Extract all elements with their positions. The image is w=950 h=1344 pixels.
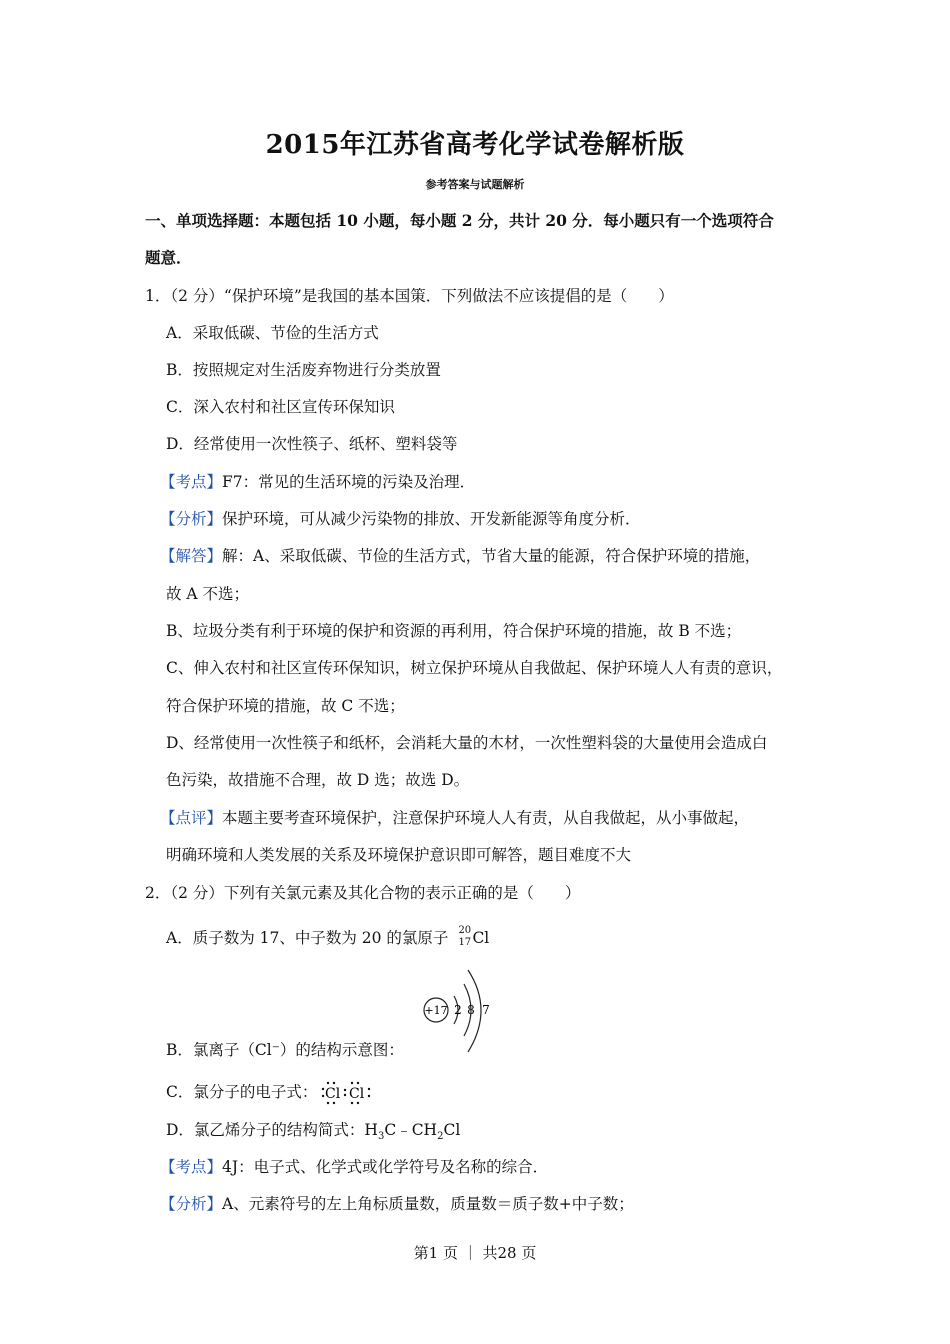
question-2-fenxi (160, 1194, 634, 1214)
question-2-option-d (166, 1120, 460, 1147)
fenxi-text: A、元素符号的左上角标质量数，质量数＝质子数+中子数； (222, 1195, 634, 1213)
question-1-option-a: A．采取低碳、节俭的生活方式 (166, 324, 379, 342)
mass-number: 20 (458, 925, 472, 936)
fenxi-tag: 【分析】 (160, 510, 223, 528)
question-1-dianping (160, 808, 749, 828)
jieda-text-2: 故 A 不选； (166, 585, 250, 603)
jieda-text-1: 解：A、采取低碳、节俭的生活方式，节省大量的能源，符合保护环境的措施， (222, 547, 761, 565)
shell-3-electrons: 7 (482, 1003, 490, 1017)
jieda-text-6: D、经常使用一次性筷子和纸杯，会消耗大量的木材，一次性塑料袋的大量使用会造成白 (166, 734, 768, 752)
option-d-end: Cl (443, 1121, 461, 1139)
option-d-mid: C﹣CH (384, 1121, 438, 1139)
question-1-option-c: C．深入农村和社区宣传环保知识 (166, 398, 395, 416)
atomic-number: 17 (458, 937, 472, 948)
jieda-text-4: C、伸入农村和社区宣传环保知识，树立保护环境从自我做起、保护环境人人有责的意识， (166, 659, 783, 677)
dianping-text-2: 明确环境和人类发展的关系及环境保护意识即可解答，题目难度不大 (166, 846, 632, 864)
lewis-structure (321, 1080, 377, 1106)
nuclide-notation (458, 925, 472, 949)
question-1-kaodian (160, 472, 475, 492)
question-2-option-c (166, 1080, 377, 1106)
option-c-text: C．氯分子的电子式： (166, 1083, 318, 1101)
question-1-option-d: D．经常使用一次性筷子、纸杯、塑料袋等 (166, 435, 458, 453)
document-title: 2015年江苏省高考化学试卷解析版 (265, 130, 685, 160)
question-2-kaodian (160, 1157, 548, 1177)
element-symbol: Cl (472, 929, 490, 947)
atom-structure-diagram (418, 960, 508, 1060)
section-heading-cont: 题意． (145, 248, 192, 267)
jieda-text-7: 色污染，故措施不合理，故 D 选；故选 D。 (166, 771, 470, 789)
question-1-fenxi (160, 509, 641, 529)
nucleus-label: +17 (424, 1004, 448, 1017)
question-1-option-b: B．按照规定对生活废弃物进行分类放置 (166, 361, 441, 379)
kaodian-text: F7：常见的生活环境的污染及治理． (222, 473, 476, 491)
question-2-option-b: B．氯离子（Cl⁻）的结构示意图： (166, 1041, 404, 1059)
question-2-stem: 2．（2 分）下列有关氯元素及其化合物的表示正确的是（ ） (145, 884, 581, 902)
jieda-text-5: 符合保护环境的措施，故 C 不选； (166, 697, 405, 715)
kaodian-tag: 【考点】 (160, 473, 223, 491)
subscript-2: 2 (437, 1131, 444, 1143)
question-1-stem: 1．（2 分）“保护环境”是我国的基本国策．下列做法不应该提倡的是（ ） (145, 287, 674, 305)
kaodian-text: 4J：电子式、化学式或化学符号及名称的综合． (222, 1158, 549, 1176)
jieda-text-3: B、垃圾分类有利于环境的保护和资源的再利用，符合保护环境的措施，故 B 不选； (166, 622, 742, 640)
shell-1-electrons: 2 (454, 1003, 462, 1017)
fenxi-tag: 【分析】 (160, 1195, 223, 1213)
lewis-cl-right: Cl (349, 1086, 365, 1102)
page-footer: 第1 页 ｜ 共28 页 (413, 1244, 537, 1262)
question-2-option-a (166, 925, 490, 949)
dianping-tag: 【点评】 (160, 809, 223, 827)
fenxi-text: 保护环境，可从减少污染物的排放、开发新能源等角度分析． (222, 510, 641, 528)
option-a-text: A．质子数为 17、中子数为 20 的氯原子 (166, 929, 449, 947)
lewis-cl-left: Cl (325, 1086, 341, 1102)
dianping-text-1: 本题主要考查环境保护，注意保护环境人人有责，从自我做起，从小事做起， (222, 809, 750, 827)
option-d-text: D．氯乙烯分子的结构简式：H (166, 1121, 378, 1139)
section-heading: 一、单项选择题：本题包括 10 小题，每小题 2 分，共计 20 分．每小题只有一个选项符合 (145, 211, 774, 230)
kaodian-tag: 【考点】 (160, 1158, 223, 1176)
shell-2-electrons: 8 (467, 1003, 475, 1017)
jieda-tag: 【解答】 (160, 547, 223, 565)
subscript-3: 3 (377, 1131, 385, 1143)
question-1-jieda (160, 546, 760, 566)
document-subtitle: 参考答案与试题解析 (425, 178, 525, 191)
